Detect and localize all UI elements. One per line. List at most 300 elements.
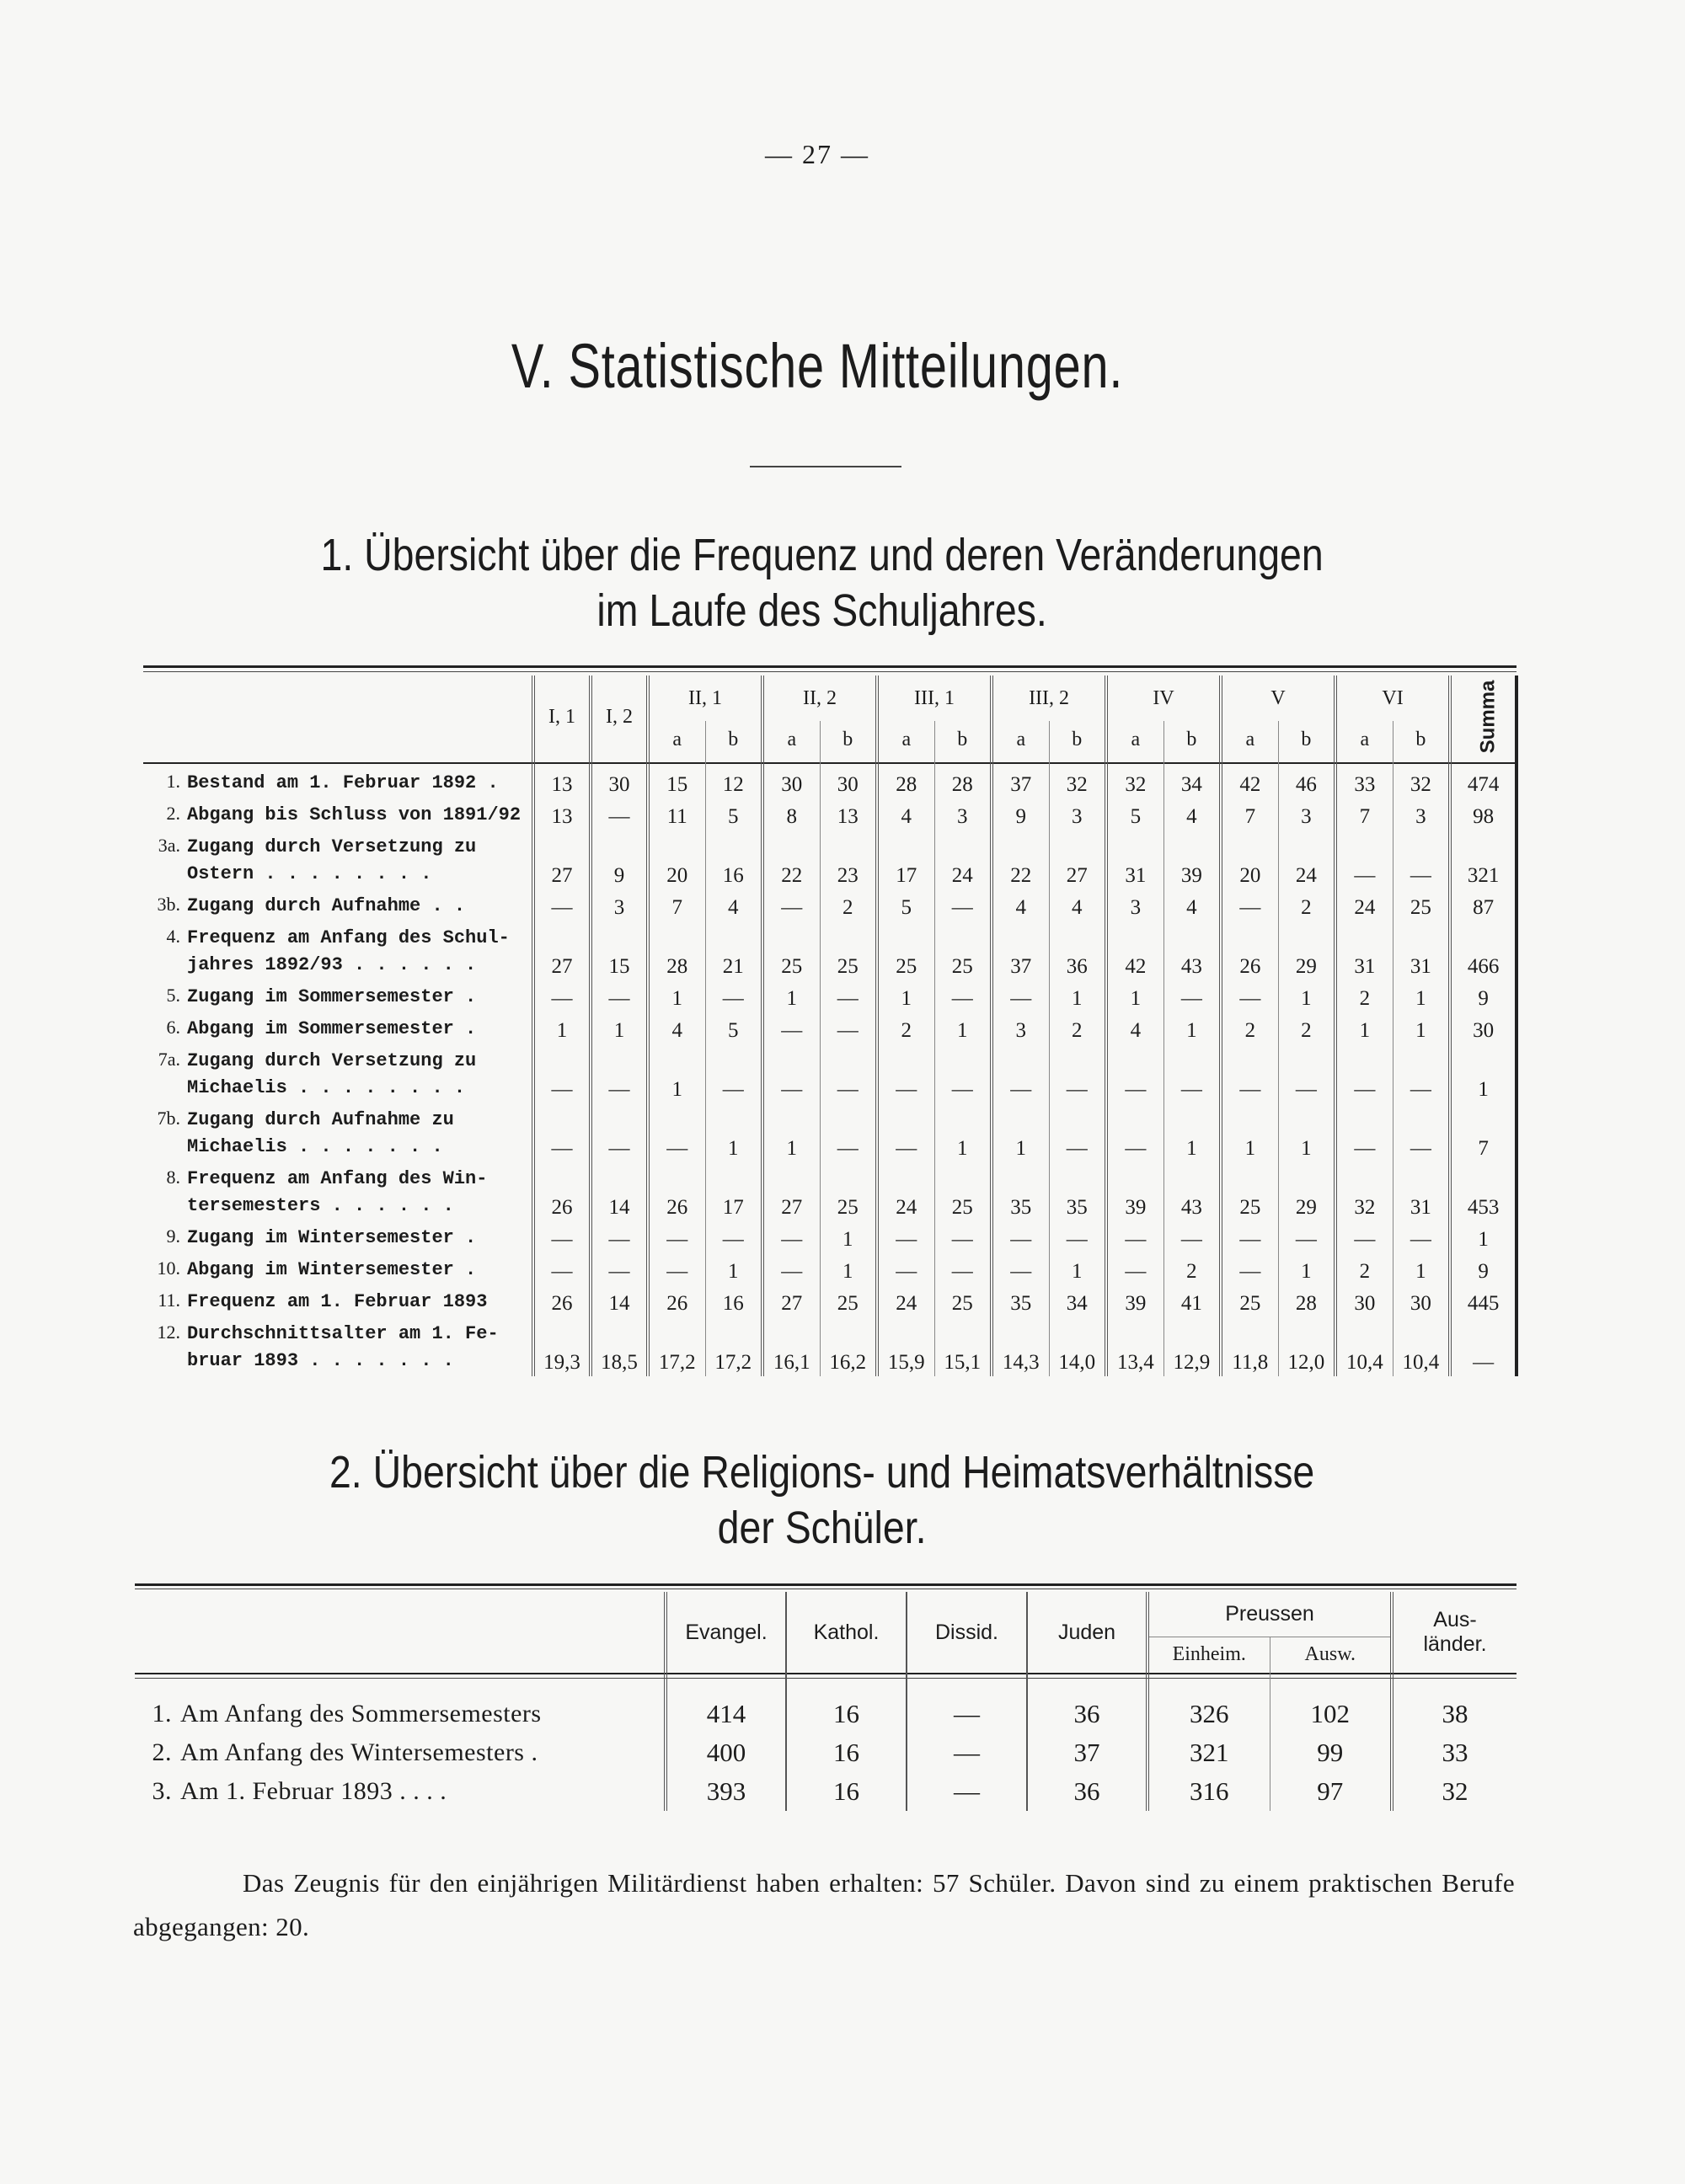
sub-header-a: a [1335,721,1393,758]
table-cell: 27 [762,1162,820,1221]
summa-cell: 30 [1450,1012,1516,1044]
table-row [143,980,1516,1012]
table-cell: 28 [648,921,705,980]
table-cell: 34 [1049,1285,1106,1317]
table-cell: 10,4 [1393,1317,1450,1376]
row-label [143,1103,533,1162]
table-cell: 4 [1049,889,1106,921]
table-cell: 3 [591,889,648,921]
summa-cell: 9 [1450,1253,1516,1285]
table-cell: 7 [1221,798,1278,830]
table-cell: 32 [1392,1772,1516,1811]
table-cell: 3 [1106,889,1163,921]
table-cell: — [992,980,1049,1012]
table-cell: 27 [533,921,591,980]
row-label-continuation: tersemesters . . . . . . [187,1195,454,1216]
summa-cell: 474 [1450,758,1516,798]
row-number: 12. [157,1322,180,1343]
table-cell: — [1335,1221,1393,1253]
table-cell: — [533,1253,591,1285]
table-cell: 12,0 [1278,1317,1335,1376]
table-cell: 13 [533,758,591,798]
group-header-iii1: III, 1 [877,675,992,721]
table-cell: 2 [1335,980,1393,1012]
table-cell: 37 [1027,1733,1147,1772]
table-cell: 27 [1049,830,1106,889]
row-label-text: Zugang durch Versetzung zu [187,1050,477,1071]
table-cell: 1 [877,980,934,1012]
table-cell: 1 [820,1221,877,1253]
row-label-continuation: Michaelis . . . . . . . [187,1136,443,1157]
summa-cell: 1 [1450,1221,1516,1253]
sub-header-a: a [1106,721,1163,758]
table-cell: 32 [1335,1162,1393,1221]
table-row [143,1253,1516,1285]
table-cell: — [1393,830,1450,889]
table-cell: — [992,1221,1049,1253]
table-cell: 17 [877,830,934,889]
table-cell: 42 [1106,921,1163,980]
sub-header-b: b [1049,721,1106,758]
group-header-v: V [1221,675,1335,721]
table-cell: — [877,1221,934,1253]
table-cell: 1 [648,1044,705,1103]
table-row [143,921,1516,980]
table-cell: 1 [1278,980,1335,1012]
sub-header-a: a [648,721,705,758]
col-header-dissid: Dissid. [907,1592,1027,1673]
summa-cell: 98 [1450,798,1516,830]
table-cell: 21 [705,921,762,980]
table-cell: 37 [992,758,1049,798]
table-cell: — [992,1253,1049,1285]
col-header-summa [1450,675,1516,758]
table-row [135,1772,1516,1811]
table-cell: 15,1 [934,1317,992,1376]
table-cell: 14,3 [992,1317,1049,1376]
sub-header-b: b [1393,721,1450,758]
table-cell: — [934,1221,992,1253]
row-label [143,889,533,921]
table-cell: — [820,1012,877,1044]
table-row [143,1012,1516,1044]
table-cell: 36 [1027,1772,1147,1811]
military-service-note: Das Zeugnis für den einjährigen Militärdienst haben erhalten: 57 Schüler. Davon sind zu einem praktischen Berufe abgegangen: 20. [133,1868,1515,1941]
row-label-text: Zugang im Sommersemester . [187,986,477,1007]
table-row [143,758,1516,798]
table-cell: 2 [1278,1012,1335,1044]
table-cell: — [1106,1103,1163,1162]
table-cell: — [907,1673,1027,1733]
table-cell: 39 [1163,830,1221,889]
col-header-evangel: Evangel. [666,1592,786,1673]
table-cell: — [1221,1221,1278,1253]
table-cell: 12 [705,758,762,798]
row-label-text: Am 1. Februar 1893 . . . . [180,1777,447,1805]
table-cell: — [1049,1221,1106,1253]
table-cell: 2 [1221,1012,1278,1044]
table-cell: 46 [1278,758,1335,798]
table-cell: 1 [1163,1012,1221,1044]
table-cell: 32 [1106,758,1163,798]
table-cell: — [1335,1103,1393,1162]
table-row [143,1103,1516,1162]
table-cell: 15 [591,921,648,980]
table-cell: — [533,1221,591,1253]
group-header-ii1: II, 1 [648,675,762,721]
sub-header-b: b [934,721,992,758]
table-cell: — [1278,1044,1335,1103]
table-cell: 41 [1163,1285,1221,1317]
table-cell: 321 [1147,1733,1270,1772]
table-cell: 24 [934,830,992,889]
row-number: 1. [166,771,180,792]
table-cell: 36 [1027,1673,1147,1733]
table-cell: — [1221,889,1278,921]
table-cell: 2 [1278,889,1335,921]
table-cell: 1 [762,1103,820,1162]
table-cell: 5 [705,798,762,830]
table-cell: — [1163,1044,1221,1103]
table-cell: 1 [705,1253,762,1285]
col-header-juden: Juden [1027,1592,1147,1673]
table-cell: 26 [1221,921,1278,980]
row-label-text: Zugang durch Versetzung zu [187,836,477,857]
section1-title-line2: im Laufe des Schuljahres. [596,585,1047,636]
table-cell: 23 [820,830,877,889]
row-label [143,798,533,830]
table-cell: 4 [877,798,934,830]
table-cell: — [533,980,591,1012]
table-cell: 5 [705,1012,762,1044]
row-number: 3. [152,1777,172,1805]
table-cell: — [1393,1044,1450,1103]
table-cell: — [1221,980,1278,1012]
row-number: 7a. [158,1049,180,1070]
row-label [143,1012,533,1044]
table-cell: 3 [992,1012,1049,1044]
table-rule [143,671,1516,672]
row-label [143,1221,533,1253]
sub-header-a: a [877,721,934,758]
row-number: 3a. [158,835,180,856]
table-cell: 18,5 [591,1317,648,1376]
table-cell: 1 [992,1103,1049,1162]
table-cell: — [533,889,591,921]
row-label [135,1733,666,1772]
row-label-text: Frequenz am Anfang des Win- [187,1168,488,1189]
row-number: 2. [166,803,180,824]
title-divider [750,466,901,467]
summa-label: Summa [1476,680,1500,754]
row-label-text: Zugang im Wintersemester . [187,1227,477,1248]
sub-header-b: b [705,721,762,758]
table-cell: — [1049,1044,1106,1103]
table-cell: — [1221,1253,1278,1285]
table-cell: 1 [1049,1253,1106,1285]
row-label-text: Abgang im Wintersemester . [187,1259,477,1280]
table-cell: — [907,1772,1027,1811]
sub-header-b: b [1278,721,1335,758]
row-number: 3b. [157,894,180,915]
table-row [135,1733,1516,1772]
table-cell: — [533,1044,591,1103]
table-cell: — [877,1044,934,1103]
table-cell: 5 [877,889,934,921]
table-cell: — [705,1221,762,1253]
table-cell: 1 [591,1012,648,1044]
table-cell: — [1106,1253,1163,1285]
table-cell: 22 [762,830,820,889]
religion-table [135,1592,1516,1811]
table-cell: 26 [533,1285,591,1317]
table-cell: 16 [705,1285,762,1317]
main-title: V. Statistische Mitteilungen. [511,331,1124,401]
table-cell: 1 [1335,1012,1393,1044]
group-header-preussen: Preussen [1147,1592,1392,1637]
table-rule [143,665,1516,668]
row-label-continuation: Michaelis . . . . . . . . [187,1077,466,1098]
table-cell: 4 [1163,798,1221,830]
table-cell: 39 [1106,1162,1163,1221]
table-cell: — [762,1012,820,1044]
frequency-table [143,675,1518,1376]
table-row [143,1221,1516,1253]
table-cell: 34 [1163,758,1221,798]
row-label-text: Frequenz am Anfang des Schul- [187,927,510,948]
table-cell: 24 [877,1162,934,1221]
table-cell: — [992,1044,1049,1103]
row-label-continuation: jahres 1892/93 . . . . . . [187,954,477,975]
section2-title-line1: 2. Übersicht über die Religions- und Heimatsverhältnisse [329,1447,1315,1498]
table-cell: 14 [591,1285,648,1317]
table-cell: 14,0 [1049,1317,1106,1376]
table-cell: 35 [992,1162,1049,1221]
table-row [143,1317,1516,1376]
table-cell: 3 [934,798,992,830]
page-number: — 27 — [765,139,869,169]
table-cell: 4 [1106,1012,1163,1044]
table-cell: 30 [762,758,820,798]
table-cell: 24 [1335,889,1393,921]
table-cell: 16,2 [820,1317,877,1376]
table-cell: 17,2 [648,1317,705,1376]
table-cell: 99 [1270,1733,1392,1772]
row-label [143,1044,533,1103]
table-cell: 25 [1393,889,1450,921]
table-cell: 1 [934,1103,992,1162]
table-cell: — [1335,830,1393,889]
table-cell: 24 [1278,830,1335,889]
section2-title [119,1444,1524,1556]
sub-header-b: b [1163,721,1221,758]
table-cell: 17,2 [705,1317,762,1376]
table-cell: 28 [1278,1285,1335,1317]
table-row [143,1162,1516,1221]
table-row [143,1044,1516,1103]
section2-title-line2: der Schüler. [717,1503,927,1553]
table-cell: 25 [820,921,877,980]
table-cell: 26 [648,1285,705,1317]
table-cell: — [934,1253,992,1285]
table-cell: — [820,1044,877,1103]
table-cell: 22 [992,830,1049,889]
row-label-continuation: Ostern . . . . . . . . [187,863,432,884]
auslaender-line1: Aus- [1433,1608,1477,1631]
summa-cell: 87 [1450,889,1516,921]
table-cell: 28 [877,758,934,798]
table-header-blank [143,721,533,758]
table-cell: 393 [666,1772,786,1811]
table-cell: 10,4 [1335,1317,1393,1376]
group-header-vi: VI [1335,675,1450,721]
table-cell: 27 [762,1285,820,1317]
table-cell: 4 [648,1012,705,1044]
table-cell: 15,9 [877,1317,934,1376]
row-label [143,1317,533,1376]
table-cell: 2 [1335,1253,1393,1285]
table-cell: — [591,1253,648,1285]
table-cell: 25 [934,921,992,980]
table-cell: 25 [762,921,820,980]
table-cell: 1 [1278,1103,1335,1162]
table-cell: — [591,1221,648,1253]
row-label-continuation: bruar 1893 . . . . . . . [187,1350,454,1371]
table-cell: — [1106,1044,1163,1103]
table-row [143,830,1516,889]
sub-header-ausw: Ausw. [1270,1637,1392,1673]
row-label [135,1772,666,1811]
table-cell: 38 [1392,1673,1516,1733]
table-row [143,798,1516,830]
table-cell: 25 [820,1162,877,1221]
table-cell: 11,8 [1221,1317,1278,1376]
row-number: 1. [152,1700,172,1727]
table-cell: 4 [705,889,762,921]
row-number: 10. [157,1258,180,1279]
table-cell: 1 [1393,1012,1450,1044]
table-cell: 9 [591,830,648,889]
table-cell: — [591,1044,648,1103]
table-cell: 3 [1393,798,1450,830]
table-cell: 25 [934,1162,992,1221]
table-cell: 1 [762,980,820,1012]
table-cell: 1 [1106,980,1163,1012]
row-label [143,921,533,980]
table-cell: — [705,980,762,1012]
section1-title-line1: 1. Übersicht über die Frequenz und deren Veränderungen [320,530,1324,580]
table-cell: 1 [533,1012,591,1044]
table-cell: — [877,1253,934,1285]
table-cell: 39 [1106,1285,1163,1317]
table-cell: 4 [1163,889,1221,921]
group-header-ii2: II, 2 [762,675,877,721]
row-label-text: Am Anfang des Wintersemesters . [180,1738,538,1766]
table-cell: 316 [1147,1772,1270,1811]
table-cell: 26 [533,1162,591,1221]
table-cell: 37 [992,921,1049,980]
row-label [143,980,533,1012]
summa-cell: — [1450,1317,1516,1376]
row-number: 5. [166,985,180,1006]
table-cell: 1 [1163,1103,1221,1162]
table-cell: 43 [1163,921,1221,980]
table-cell: 29 [1278,921,1335,980]
table-cell: — [1278,1221,1335,1253]
table-cell: 33 [1392,1733,1516,1772]
table-cell: 1 [934,1012,992,1044]
row-label-text: Zugang durch Aufnahme zu [187,1109,454,1130]
table-cell: 30 [1335,1285,1393,1317]
row-label-text: Abgang im Sommersemester . [187,1018,477,1039]
col-header-kathol: Kathol. [786,1592,907,1673]
table-cell: 27 [533,830,591,889]
table-cell: — [648,1103,705,1162]
table-cell: — [1049,1103,1106,1162]
table-cell: 33 [1335,758,1393,798]
table-cell: — [648,1221,705,1253]
summa-cell: 445 [1450,1285,1516,1317]
row-label [143,1253,533,1285]
table-cell: 42 [1221,758,1278,798]
row-number: 7b. [157,1108,180,1129]
table-cell: 19,3 [533,1317,591,1376]
table-cell: 1 [1278,1253,1335,1285]
table-cell: 32 [1393,758,1450,798]
table-cell: 12,9 [1163,1317,1221,1376]
row-label-text: Frequenz am 1. Februar 1893 [187,1291,488,1312]
table-cell: 26 [648,1162,705,1221]
frequency-table-body [143,758,1516,1376]
table-cell: 29 [1278,1162,1335,1221]
group-header-iii2: III, 2 [992,675,1106,721]
table-cell: — [591,1103,648,1162]
row-label [143,1285,533,1317]
row-number: 11. [158,1290,180,1311]
summa-cell: 453 [1450,1162,1516,1221]
row-label [143,758,533,798]
table-cell: 31 [1393,921,1450,980]
table-cell: 20 [648,830,705,889]
table-cell: 1 [1221,1103,1278,1162]
table-cell: 13 [533,798,591,830]
sub-header-einheim: Einheim. [1147,1637,1270,1673]
table-cell: 1 [1393,1253,1450,1285]
table-cell: 16 [705,830,762,889]
table-cell: 30 [591,758,648,798]
table-cell: 25 [1221,1162,1278,1221]
table-cell: 3 [1278,798,1335,830]
row-label-text: Am Anfang des Sommersemesters [180,1700,542,1727]
row-label [143,1162,533,1221]
col-header-i2: I, 2 [591,675,648,758]
table-cell: 400 [666,1733,786,1772]
table-cell: 9 [992,798,1049,830]
table-cell: 2 [1163,1253,1221,1285]
table-cell: — [762,1253,820,1285]
table-cell: — [820,1103,877,1162]
table-cell: — [1106,1221,1163,1253]
group-header-iv: IV [1106,675,1221,721]
table-cell: 4 [992,889,1049,921]
table-cell: 14 [591,1162,648,1221]
sub-header-a: a [762,721,820,758]
summa-cell: 1 [1450,1044,1516,1103]
table-cell: 24 [877,1285,934,1317]
table-cell: — [934,889,992,921]
table-cell: 1 [648,980,705,1012]
table-cell: — [533,1103,591,1162]
